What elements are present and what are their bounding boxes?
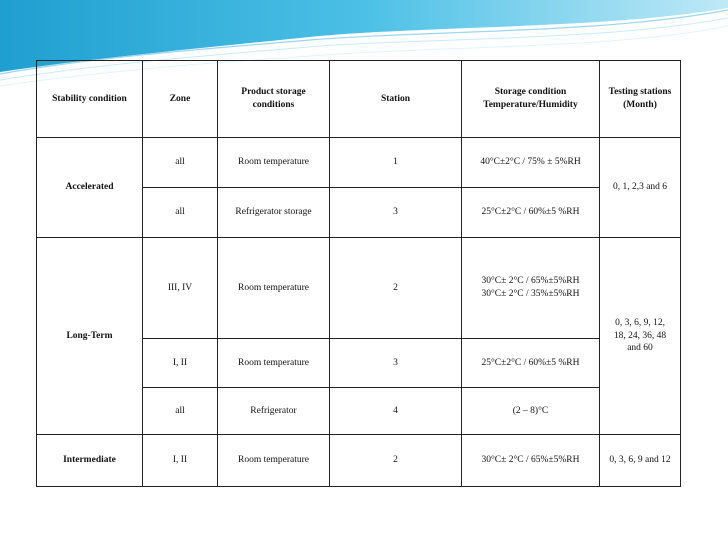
station-cell: 2: [330, 238, 462, 339]
table-row: [37, 435, 681, 487]
zone-cell: I, II: [143, 435, 218, 487]
zone-cell: III, IV: [143, 238, 218, 339]
header-product-storage: Product storage conditions: [218, 61, 330, 138]
stability-accelerated: Accelerated: [37, 138, 143, 238]
station-cell: 4: [330, 388, 462, 435]
stability-intermediate: Intermediate: [37, 435, 143, 487]
storage-condition-cell: 30°C± 2°C / 65%±5%RH: [462, 435, 600, 487]
storage-condition-cell: (2 – 8)°C: [462, 388, 600, 435]
station-cell: 1: [330, 138, 462, 188]
zone-cell: I, II: [143, 339, 218, 388]
header-testing-stations: Testing stations (Month): [600, 61, 681, 138]
header-storage-condition: Storage condition Temperature/Humidity: [462, 61, 600, 138]
product-storage-cell: Room temperature: [218, 435, 330, 487]
product-storage-cell: Room temperature: [218, 138, 330, 188]
station-cell: 2: [330, 435, 462, 487]
zone-cell: all: [143, 388, 218, 435]
zone-cell: all: [143, 138, 218, 188]
header-station: Station: [330, 61, 462, 138]
testing-intermediate: 0, 3, 6, 9 and 12: [600, 435, 681, 487]
testing-long-term: 0, 3, 6, 9, 12, 18, 24, 36, 48 and 60: [600, 238, 681, 435]
header-stability-condition: Stability condition: [37, 61, 143, 138]
product-storage-cell: Room temperature: [218, 339, 330, 388]
product-storage-cell: Refrigerator storage: [218, 188, 330, 238]
product-storage-cell: Refrigerator: [218, 388, 330, 435]
testing-accelerated: 0, 1, 2,3 and 6: [600, 138, 681, 238]
table-row: [37, 238, 681, 339]
product-storage-cell: Room temperature: [218, 238, 330, 339]
table-row: [37, 138, 681, 188]
storage-condition-cell: 30°C± 2°C / 65%±5%RH 30°C± 2°C / 35%±5%RH: [462, 238, 600, 339]
storage-condition-cell: 25°C±2°C / 60%±5 %RH: [462, 339, 600, 388]
stability-long-term: Long-Term: [37, 238, 143, 435]
station-cell: 3: [330, 188, 462, 238]
storage-condition-cell: 40°C±2°C / 75% ± 5%RH: [462, 138, 600, 188]
zone-cell: all: [143, 188, 218, 238]
header-row: [37, 61, 681, 138]
station-cell: 3: [330, 339, 462, 388]
header-zone: Zone: [143, 61, 218, 138]
stability-table: [36, 60, 681, 487]
storage-condition-cell: 25°C±2°C / 60%±5 %RH: [462, 188, 600, 238]
